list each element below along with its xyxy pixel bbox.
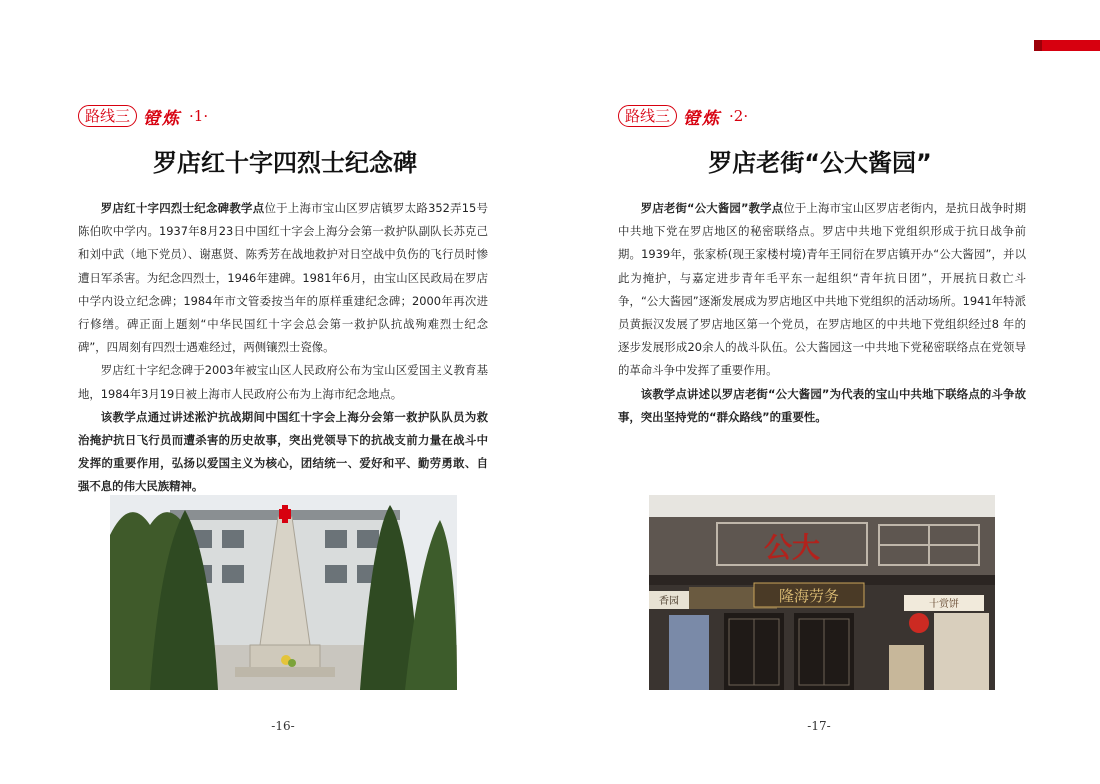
route-number: ·2· bbox=[729, 107, 749, 125]
paragraph-2 bbox=[618, 383, 1026, 429]
paragraph-text: 该教学点讲述以罗店老街“公大酱园”为代表的宝山中共地下联络点的斗争故事，突出坚持党的“群众路线”的重要性。 bbox=[618, 386, 1026, 424]
old-street-photo bbox=[649, 495, 995, 690]
monument-illustration bbox=[110, 495, 457, 690]
right-page bbox=[550, 0, 1100, 784]
route-label: 路线三 bbox=[618, 105, 677, 127]
paragraph-text: 罗店红十字纪念碑于2003年被宝山区人民政府公布为宝山区爱国主义教育基地，1984年3月19日被上海市人民政府公布为上海市纪念地点。 bbox=[78, 363, 488, 401]
body-text-left bbox=[78, 197, 488, 499]
paragraph-2 bbox=[78, 359, 488, 405]
page-title-right: 罗店老街“公大酱园” bbox=[708, 149, 932, 177]
page-title-left: 罗店红十字四烈士纪念碑 bbox=[153, 149, 417, 177]
side-sign-text: 十赏饼 bbox=[929, 599, 959, 610]
route-label: 路线三 bbox=[78, 105, 137, 127]
route-script: 镫炼 bbox=[683, 108, 722, 129]
paragraph-text: 位于上海市宝山区罗店老街内，是抗日战争时期中共地下党在罗店地区的秘密联络点。罗店中共地下党组织形成于抗日战争前期。1939年，张家桥(现王家楼村境)青年王同衍在罗店镇开办“公大酱园”，并以此为掩护，与嘉定进步青年毛平东一起组织“青年抗日团”，开展抗日救亡斗争，“公大酱园”逐渐发展成为罗店地区中共地下党组织的活动场所。1941年特派员黄振汉发展了罗店地区第一个党员，在罗店地区的中共地下党组织经过8 年的逐步发展形成20余人的战斗队伍。公大酱园这一中共地下党秘密联络点在党领导的革命斗争中发挥了重要作用。 bbox=[618, 201, 1026, 378]
body-text-right bbox=[618, 197, 1026, 429]
shopfront-illustration bbox=[649, 495, 995, 690]
route-number: ·1· bbox=[189, 107, 209, 125]
page-number-left: -16- bbox=[271, 719, 295, 733]
route-header-right bbox=[618, 104, 748, 128]
monument-photo bbox=[110, 495, 457, 690]
paragraph-text: 该教学点通过讲述淞沪抗战期间中国红十字会上海分会第一救护队队员为救治掩护抗日飞行员而遭杀害的历史故事，突出党领导下的抗战支前力量在战斗中发挥的重要作用，弘扬以爱国主义为核心，团结统一、爱好和平、勤劳勇敢、自强不息的伟大民族精神。 bbox=[78, 409, 488, 494]
route-script: 镫炼 bbox=[143, 108, 182, 129]
paragraph-lead: 罗店红十字四烈士纪念碑教学点 bbox=[100, 201, 265, 215]
shop-sign-text: 隆海劳务 bbox=[778, 587, 840, 605]
main-sign-text: 公大 bbox=[763, 531, 821, 564]
left-sign-text: 香园 bbox=[659, 596, 679, 607]
paragraph-3 bbox=[78, 406, 488, 499]
paragraph-1 bbox=[78, 197, 488, 359]
route-header-left bbox=[78, 104, 208, 128]
paragraph-1 bbox=[618, 197, 1026, 383]
paragraph-text: 位于上海市宝山区罗店镇罗太路352弄15号陈伯吹中学内。1937年8月23日中国红十字会上海分会第一救护队副队长苏克己和刘中武（地下党员）、谢惠贤、陈秀芳在战地救护对日空战中负伤的飞行员时惨遭日军杀害。为纪念四烈士，1946年建碑。1981年6月，由宝山区民政局在罗店中学内设立纪念碑；1984年市文管委按当年的原样重建纪念碑；2000年再次进行修缮。碑正面上题刻“中华民国红十字会总会第一救护队抗战殉难烈士纪念碑”，四周刻有四烈士遇难经过，两侧镶烈士瓷像。 bbox=[78, 201, 488, 355]
paragraph-lead: 罗店老街“公大酱园”教学点 bbox=[640, 201, 784, 215]
page-number-right: -17- bbox=[807, 719, 831, 733]
